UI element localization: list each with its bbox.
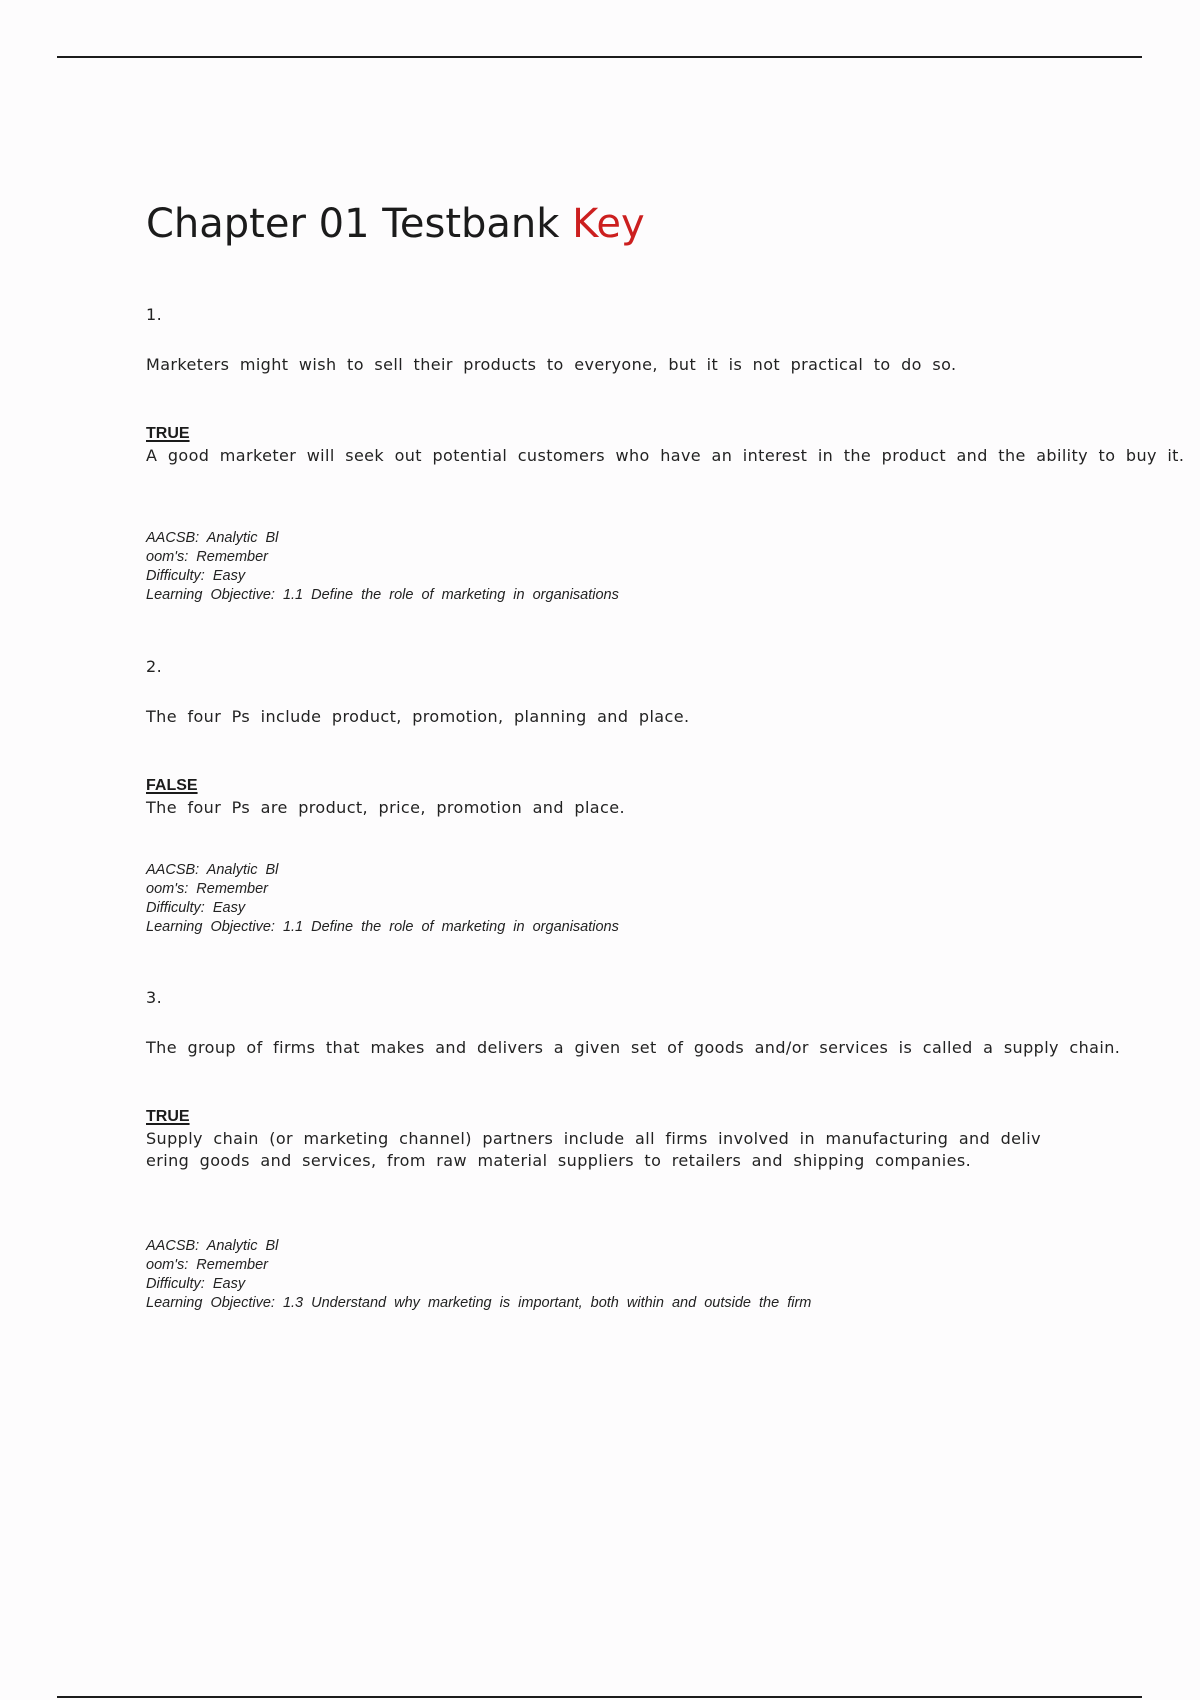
question-text: Marketers might wish to sell their products to everyone, but it is not practical to do so. bbox=[146, 355, 957, 374]
answer-explanation: The four Ps are product, price, promotion and place. bbox=[146, 798, 625, 817]
question-number: 1. bbox=[146, 305, 163, 324]
meta-learning-objective: Learning Objective: 1.3 Understand why marketing is important, both within and outside the firm bbox=[146, 1295, 812, 1311]
answer-explanation: Supply chain (or marketing channel) partners include all firms involved in manufacturing and delivering goods and services, from raw material suppliers to retailers and shipping companies. bbox=[146, 1129, 1041, 1170]
answer-label: TRUE bbox=[146, 425, 190, 442]
question-metadata bbox=[146, 1237, 811, 1313]
title-accent: Key bbox=[572, 201, 645, 247]
question-metadata bbox=[146, 861, 619, 937]
meta-aacsb: AACSB: Analytic Bl bbox=[146, 1238, 279, 1254]
question-text: The four Ps include product, promotion, planning and place. bbox=[146, 707, 690, 726]
title-main: Chapter 01 Testbank bbox=[146, 201, 560, 247]
question-number: 2. bbox=[146, 657, 163, 676]
meta-aacsb: AACSB: Analytic Bl bbox=[146, 530, 279, 546]
meta-learning-objective: Learning Objective: 1.1 Define the role of marketing in organisations bbox=[146, 587, 619, 603]
meta-blooms: oom's: Remember bbox=[146, 1257, 268, 1273]
meta-difficulty: Difficulty: Easy bbox=[146, 568, 246, 584]
question-metadata bbox=[146, 529, 619, 605]
header-rule bbox=[57, 56, 1142, 58]
answer-explanation: A good marketer will seek out potential customers who have an interest in the product and the ability to buy it. bbox=[146, 446, 1185, 465]
meta-difficulty: Difficulty: Easy bbox=[146, 1276, 246, 1292]
question-number: 3. bbox=[146, 988, 163, 1007]
answer-label: TRUE bbox=[146, 1108, 190, 1125]
meta-blooms: oom's: Remember bbox=[146, 881, 268, 897]
meta-difficulty: Difficulty: Easy bbox=[146, 900, 246, 916]
meta-blooms: oom's: Remember bbox=[146, 549, 268, 565]
answer-label: FALSE bbox=[146, 777, 198, 794]
footer-rule bbox=[57, 1696, 1142, 1698]
meta-learning-objective: Learning Objective: 1.1 Define the role of marketing in organisations bbox=[146, 919, 619, 935]
meta-aacsb: AACSB: Analytic Bl bbox=[146, 862, 279, 878]
page-title bbox=[146, 196, 645, 252]
question-text: The group of firms that makes and delivers a given set of goods and/or services is called a supply chain. bbox=[146, 1038, 1121, 1057]
